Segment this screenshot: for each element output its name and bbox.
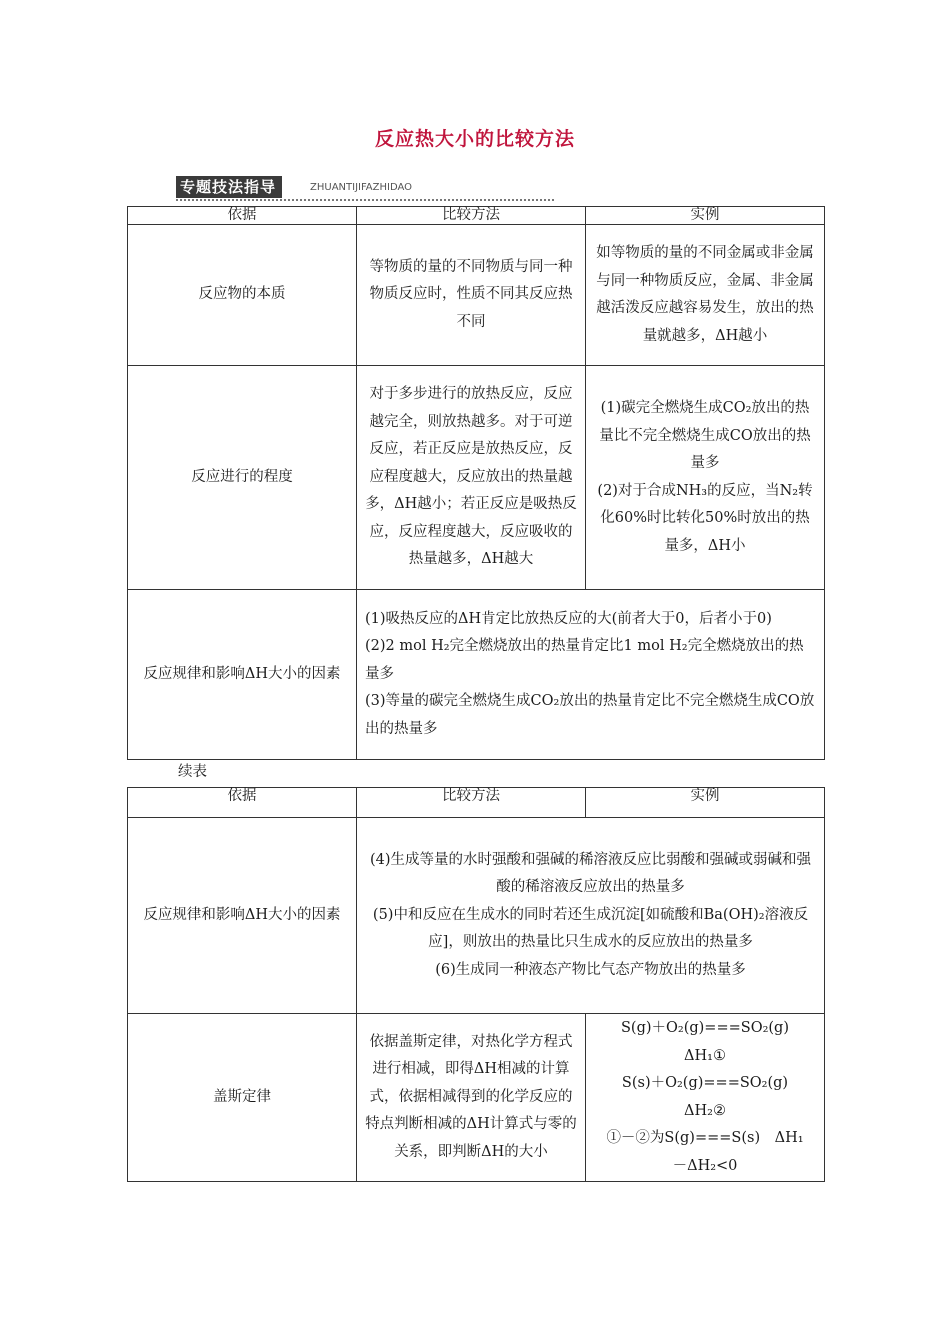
cell-rules — [357, 590, 825, 760]
cell-basis: 反应物的本质 — [128, 225, 357, 366]
continued-label: 续表 — [178, 764, 207, 780]
table-row — [128, 590, 825, 760]
header-method: 比较方法 — [357, 207, 586, 225]
equation-line: ΔH₁① — [684, 1047, 726, 1064]
table-header-row — [128, 207, 825, 225]
banner-label: 专题技法指导 — [176, 176, 282, 198]
cell-method: 依据盖斯定律，对热化学方程式进行相减，即得ΔH相减的计算式，依据相减得到的化学反应的特点判断相减的ΔH计算式与零的关系，即判断ΔH的大小 — [357, 1014, 586, 1182]
equation-line: ①－②为S(g)===S(s) ΔH₁ — [606, 1130, 804, 1146]
equation-line: －ΔH₂<0 — [672, 1157, 738, 1174]
section-banner — [176, 176, 556, 202]
page-title: 反应热大小的比较方法 — [374, 128, 575, 150]
cell-method: 对于多步进行的放热反应，反应越完全，则放热越多。对于可逆反应，若正反应是放热反应，反应程度越大，反应放出的热量越多，ΔH越小；若正反应是吸热反应，反应程度越大，反应吸收的热量越多，ΔH越大 — [357, 366, 586, 590]
example-item: (1)碳完全燃烧生成CO₂放出的热量比不完全燃烧生成CO放出的热量多 — [599, 400, 811, 471]
cell-example — [586, 1014, 825, 1182]
cell-basis: 反应进行的程度 — [128, 366, 357, 590]
comparison-table — [127, 206, 825, 760]
cell-example — [586, 366, 825, 590]
header-example: 实例 — [586, 788, 825, 818]
rule-item: (6)生成同一种液态产物比气态产物放出的热量多 — [435, 961, 746, 978]
table-row — [128, 366, 825, 590]
banner-english: ZHUANTIJIFAZHIDAO — [310, 182, 413, 193]
rule-item: (2)2 mol H₂完全燃烧放出的热量肯定比1 mol H₂完全燃烧放出的热量多 — [365, 638, 804, 682]
cell-basis: 反应规律和影响ΔH大小的因素 — [128, 590, 357, 760]
table-row — [128, 818, 825, 1014]
comparison-table-continued — [127, 787, 825, 1182]
equation-line: ΔH₂② — [684, 1102, 726, 1119]
rule-item: (5)中和反应在生成水的同时若还生成沉淀[如硫酸和Ba(OH)₂溶液反应]，则放出的热量比只生成水的反应放出的热量多 — [372, 906, 809, 951]
example-item: (2)对于合成NH₃的反应，当N₂转化60%时比转化50%时放出的热量多，ΔH小 — [597, 482, 813, 554]
header-example: 实例 — [586, 207, 825, 225]
table-header-row — [128, 788, 825, 818]
rule-item: (3)等量的碳完全燃烧生成CO₂放出的热量肯定比不完全燃烧生成CO放出的热量多 — [365, 693, 815, 737]
banner-dotted-rule — [176, 199, 554, 201]
table-row — [128, 225, 825, 366]
cell-method: 等物质的量的不同物质与同一种物质反应时，性质不同其反应热不同 — [357, 225, 586, 366]
rule-item: (4)生成等量的水时强酸和强碱的稀溶液反应比弱酸和强碱或弱碱和强酸的稀溶液反应放出的热量多 — [369, 851, 812, 896]
cell-rules — [357, 818, 825, 1014]
equation-line: S(s)＋O₂(g)===SO₂(g) — [621, 1075, 789, 1091]
table-row — [128, 1014, 825, 1182]
header-basis: 依据 — [128, 207, 357, 225]
header-basis: 依据 — [128, 788, 357, 818]
rule-item: (1)吸热反应的ΔH肯定比放热反应的大(前者大于0，后者小于0) — [365, 610, 772, 627]
cell-basis: 盖斯定律 — [128, 1014, 357, 1182]
cell-basis: 反应规律和影响ΔH大小的因素 — [128, 818, 357, 1014]
equation-line: S(g)＋O₂(g)===SO₂(g) — [620, 1020, 789, 1036]
header-method: 比较方法 — [357, 788, 586, 818]
cell-example: 如等物质的量的不同金属或非金属与同一种物质反应，金属、非金属越活泼反应越容易发生，放出的热量就越多，ΔH越小 — [586, 225, 825, 366]
